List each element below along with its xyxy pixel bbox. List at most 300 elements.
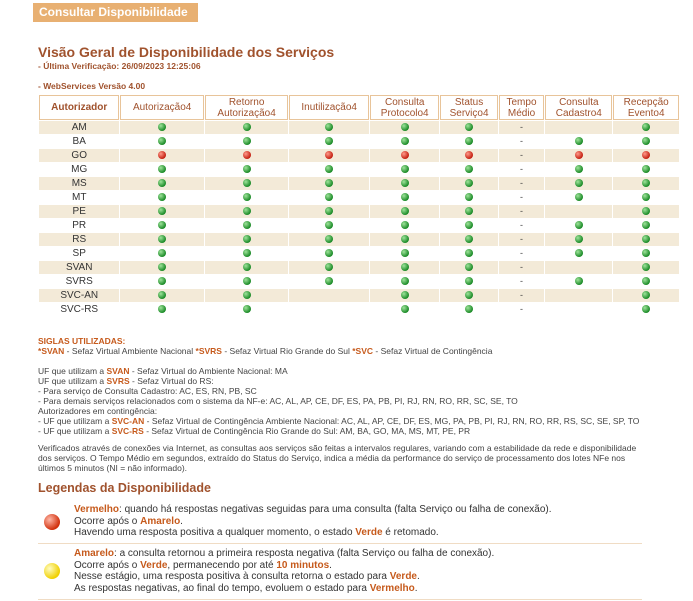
yellow-status-icon [44,563,60,579]
overview-title: Visão Geral de Disponibilidade dos Serviços [38,44,335,60]
column-header [205,95,288,120]
green-status-icon [325,207,333,215]
status-cell [205,177,288,190]
column-header [289,95,369,120]
green-status-icon [575,221,583,229]
status-cell [613,205,679,218]
status-cell [289,233,369,246]
status-cell [613,275,679,288]
authorizer-cell: PE [39,205,119,218]
legend-title: Legendas da Disponibilidade [38,481,211,495]
green-status-icon [642,137,650,145]
sigla-svan-desc: - Sefaz Virtual Ambiente Nacional [64,346,196,356]
green-status-icon [642,277,650,285]
status-cell [120,233,203,246]
status-cell [440,233,497,246]
note-line-2: dos serviços. O Tempo Médio em segundos, extraído do Status do Serviço, indica a média da performance do serviço de processamento dos lotes NFe nos [38,453,626,463]
status-cell [545,163,612,176]
avg-time-value: - [520,192,524,202]
status-cell [440,121,497,134]
green-status-icon [158,291,166,299]
green-status-icon [642,249,650,257]
avg-time-value: - [520,150,524,160]
sigla-svrs: SVRS [198,346,222,356]
status-cell [499,163,545,176]
page-header [33,3,198,22]
green-status-icon [401,165,409,173]
authorizer-cell: SVC-AN [39,289,119,302]
availability-table [38,94,680,317]
status-cell [289,275,369,288]
green-status-icon [642,221,650,229]
green-status-icon [465,193,473,201]
status-cell [613,219,679,232]
green-status-icon [158,263,166,271]
status-cell [499,121,545,134]
green-status-icon [158,221,166,229]
green-status-icon [642,193,650,201]
status-cell [289,219,369,232]
column-header-text: Autorização4 [217,107,276,119]
status-cell [440,275,497,288]
status-cell [613,261,679,274]
status-cell [370,191,439,204]
green-status-icon [465,263,473,271]
status-cell [545,149,612,162]
green-status-icon [465,235,473,243]
status-cell [120,121,203,134]
column-header-text: Cadastro4 [555,107,602,119]
green-status-icon [243,291,251,299]
green-status-icon [642,179,650,187]
status-cell [370,275,439,288]
green-status-icon [465,249,473,257]
green-status-icon [243,123,251,131]
status-cell [613,121,679,134]
green-status-icon [158,123,166,131]
status-cell [499,219,545,232]
column-header-text: Status [454,96,484,108]
status-cell [545,205,612,218]
green-status-icon [158,207,166,215]
red-status-icon [325,151,333,159]
table-row [39,289,679,302]
status-cell [289,303,369,316]
status-cell [289,205,369,218]
legend-yellow-text: Amarelo: a consulta retornou a primeira resposta negativa (falta Serviço ou falha de conexão). Ocorre após o Verde, permanecendo por até 10 minutos. Nesse estágio, uma resposta positiva à consulta retorna o estado para Verde. As respostas negativas, ao final do tempo, evoluem o estado para Vermelho. [74,548,495,594]
green-status-icon [158,305,166,313]
status-cell [205,289,288,302]
note-line-3: últimos 5 minutos (NI = não informado). [38,463,188,473]
status-cell [120,275,203,288]
status-cell [205,303,288,316]
note-line-1: Verificados através de conexões via Internet, as consultas aos serviços são feitas a intervalos regulares, variando com a estabilidade da rede e disponibilidade [38,443,637,453]
avg-time-value: - [520,234,524,244]
green-status-icon [158,249,166,257]
avg-time-value: - [520,304,524,314]
info-line-5: Autorizadores em contingência: [38,406,158,416]
green-status-icon [401,249,409,257]
uf-info-section [38,366,639,436]
status-cell [545,261,612,274]
column-header-text: Autorizador [51,102,108,113]
avg-time-value: - [520,262,524,272]
column-header [440,95,497,120]
status-cell [205,205,288,218]
green-status-icon [642,123,650,131]
green-status-icon [401,137,409,145]
status-cell [499,205,545,218]
status-cell [613,247,679,260]
avg-time-value: - [520,290,524,300]
green-status-icon [401,207,409,215]
green-status-icon [158,193,166,201]
green-status-icon [401,235,409,243]
table-row [39,233,679,246]
green-status-icon [325,263,333,271]
green-status-icon [401,179,409,187]
green-status-icon [401,277,409,285]
status-cell [370,261,439,274]
authorizer-cell: MS [39,177,119,190]
status-cell [440,149,497,162]
status-cell [120,303,203,316]
status-cell [440,163,497,176]
status-cell [120,219,203,232]
status-cell [120,135,203,148]
green-status-icon [465,137,473,145]
table-row [39,303,679,316]
green-status-icon [158,277,166,285]
status-cell [613,163,679,176]
green-status-icon [465,179,473,187]
authorizer-cell: MT [39,191,119,204]
status-cell [370,205,439,218]
authorizer-cell: AM [39,121,119,134]
red-status-icon [44,514,60,530]
column-header-text: Retorno [228,96,265,108]
red-status-icon [158,151,166,159]
green-status-icon [325,277,333,285]
status-cell [120,247,203,260]
status-cell [499,135,545,148]
green-status-icon [243,179,251,187]
green-status-icon [325,179,333,187]
authorizer-cell: BA [39,135,119,148]
status-cell [545,219,612,232]
avg-time-value: - [520,206,524,216]
status-cell [440,247,497,260]
red-status-icon [642,151,650,159]
table-row [39,149,679,162]
legend-red [38,501,642,544]
status-cell [120,289,203,302]
status-cell [370,177,439,190]
status-cell [440,205,497,218]
status-cell [545,191,612,204]
status-cell [613,289,679,302]
status-cell [370,219,439,232]
status-cell [499,289,545,302]
column-header [613,95,679,120]
info-line-3: - Para serviço de Consulta Cadastro: AC, ES, RN, PB, SC [38,386,257,396]
green-status-icon [243,249,251,257]
green-status-icon [158,235,166,243]
green-status-icon [575,179,583,187]
green-status-icon [243,221,251,229]
table-row [39,135,679,148]
status-cell [205,247,288,260]
status-cell [440,177,497,190]
status-cell [205,233,288,246]
column-header [120,95,203,120]
avg-time-value: - [520,276,524,286]
status-cell [205,135,288,148]
status-cell [440,219,497,232]
green-status-icon [401,221,409,229]
status-cell [370,247,439,260]
status-cell [440,303,497,316]
info-line-6: - UF que utilizam a SVC-AN - Sefaz Virtual de Contingência Ambiente Nacional: AC, AL, AP, CE, DF, ES, MG, PA, PB, PI, RJ, RN, RO, RR, RS, SC, SE, SP, TO [38,416,640,426]
green-status-icon [325,221,333,229]
green-status-icon [158,179,166,187]
info-line-2: UF que utilizam a SVRS - Sefaz Virtual do RS: [38,376,214,386]
column-header [39,95,119,120]
green-status-icon [465,165,473,173]
green-status-icon [465,305,473,313]
status-cell [370,121,439,134]
column-header-text: Recepção [623,96,669,108]
siglas-heading: SIGLAS UTILIZADAS: [38,336,126,346]
verification-note [38,443,636,473]
authorizer-cell: SVRS [39,275,119,288]
green-status-icon [243,207,251,215]
green-status-icon [642,165,650,173]
status-cell [120,205,203,218]
status-cell [545,135,612,148]
avg-time-value: - [520,122,524,132]
green-status-icon [401,123,409,131]
table-body [39,121,679,316]
webservices-version: - WebServices Versão 4.00 [38,81,146,91]
status-cell [205,149,288,162]
green-status-icon [465,123,473,131]
column-header-text: Serviço4 [449,107,489,119]
green-status-icon [243,263,251,271]
status-cell [613,149,679,162]
green-status-icon [575,277,583,285]
green-status-icon [642,305,650,313]
siglas-line: *SVAN - Sefaz Virtual Ambiente Nacional *SVRS - Sefaz Virtual Rio Grande do Sul *SVC - Sefaz Virtual de Contingência [38,346,493,356]
green-status-icon [243,235,251,243]
green-status-icon [158,137,166,145]
status-cell [370,289,439,302]
status-cell [120,191,203,204]
status-cell [205,261,288,274]
column-header-text: Evento4 [627,107,665,119]
status-cell [370,135,439,148]
avg-time-value: - [520,164,524,174]
authorizer-cell: SVC-RS [39,303,119,316]
red-status-icon [465,151,473,159]
red-status-icon [401,151,409,159]
column-header-text: Tempo [506,96,537,108]
green-status-icon [325,193,333,201]
green-status-icon [575,165,583,173]
column-header-text: Protocolo4 [380,107,429,119]
status-cell [120,261,203,274]
status-cell [613,135,679,148]
status-cell [289,191,369,204]
legend-yellow [38,545,642,600]
avg-time-value: - [520,136,524,146]
green-status-icon [465,291,473,299]
status-cell [120,177,203,190]
column-header-text: Consulta [384,96,425,108]
legend-red-text: Vermelho: quando há respostas negativas seguidas para uma consulta (falta Serviço ou falha de conexão). Ocorre após o Amarelo. Havendo uma resposta positiva a qualquer momento, o estado Verde é retomado. [74,504,552,538]
status-cell [499,275,545,288]
status-cell [289,261,369,274]
authorizer-cell: PR [39,219,119,232]
avg-time-value: - [520,220,524,230]
table-row [39,205,679,218]
status-cell [205,163,288,176]
status-cell [440,191,497,204]
green-status-icon [575,137,583,145]
column-header [499,95,545,120]
status-cell [499,261,545,274]
last-check: - Última Verificação: 26/09/2023 12:25:06 [38,61,201,71]
status-cell [499,247,545,260]
status-cell [205,219,288,232]
red-status-icon [575,151,583,159]
green-status-icon [325,137,333,145]
info-line-4: - Para demais serviços relacionados com o sistema da NF-e: AC, AL, AP, CE, DF, ES, PA, PB, PI, RJ, RN, RO, RR, SC, SE, TO [38,396,518,406]
page-header-title: Consultar Disponibilidade [39,5,188,19]
green-status-icon [325,235,333,243]
status-cell [499,303,545,316]
column-header [370,95,439,120]
table-row [39,191,679,204]
status-cell [120,149,203,162]
green-status-icon [575,193,583,201]
green-status-icon [401,263,409,271]
green-status-icon [575,249,583,257]
status-cell [440,261,497,274]
status-cell [289,289,369,302]
status-cell [545,289,612,302]
table-row [39,121,679,134]
status-cell [613,303,679,316]
green-status-icon [465,277,473,285]
status-cell [289,135,369,148]
authorizer-cell: SP [39,247,119,260]
status-cell [289,163,369,176]
table-row [39,219,679,232]
status-cell [370,233,439,246]
green-status-icon [465,221,473,229]
status-cell [205,275,288,288]
status-cell [545,177,612,190]
status-cell [289,177,369,190]
authorizer-cell: GO [39,149,119,162]
sigla-svc: SVC [355,346,374,356]
table-row [39,247,679,260]
green-status-icon [401,193,409,201]
status-cell [289,121,369,134]
status-cell [613,233,679,246]
status-cell [499,149,545,162]
status-cell [545,121,612,134]
authorizer-cell: RS [39,233,119,246]
info-line-7: - UF que utilizam a SVC-RS - Sefaz Virtual de Contingência Rio Grande do Sul: AM, BA, GO, MA, MS, MT, PE, PR [38,426,471,436]
green-status-icon [401,305,409,313]
table-row [39,163,679,176]
status-cell [440,135,497,148]
green-status-icon [243,193,251,201]
status-cell [205,121,288,134]
green-status-icon [465,207,473,215]
green-status-icon [243,277,251,285]
green-status-icon [325,165,333,173]
status-cell [370,303,439,316]
authorizer-cell: SVAN [39,261,119,274]
siglas-section [38,336,492,356]
status-cell [499,177,545,190]
status-cell [120,163,203,176]
status-cell [545,275,612,288]
status-cell [289,149,369,162]
column-header [545,95,612,120]
column-header-text: Médio [507,107,536,119]
sigla-svrs-desc: - Sefaz Virtual Rio Grande do Sul [221,346,353,356]
sigla-svc-desc: - Sefaz Virtual de Contingência [373,346,493,356]
green-status-icon [642,235,650,243]
column-header-text: Autorização4 [132,102,192,113]
green-status-icon [325,123,333,131]
status-cell [370,149,439,162]
green-status-icon [401,291,409,299]
status-cell [205,191,288,204]
status-cell [545,233,612,246]
status-cell [499,191,545,204]
avg-time-value: - [520,248,524,258]
avg-time-value: - [520,178,524,188]
green-status-icon [325,249,333,257]
status-cell [440,289,497,302]
authorizer-cell: MG [39,163,119,176]
green-status-icon [575,235,583,243]
column-header-text: Inutilização4 [301,102,357,113]
info-line-1: UF que utilizam a SVAN - Sefaz Virtual do Ambiente Nacional: MA [38,366,288,376]
table-row [39,275,679,288]
status-cell [289,247,369,260]
status-cell [545,303,612,316]
green-status-icon [642,207,650,215]
status-cell [370,163,439,176]
green-status-icon [243,165,251,173]
red-status-icon [243,151,251,159]
table-row [39,177,679,190]
status-cell [545,247,612,260]
status-cell [613,177,679,190]
green-status-icon [158,165,166,173]
column-header-text: Consulta [559,96,599,108]
table-row [39,261,679,274]
green-status-icon [243,305,251,313]
green-status-icon [642,263,650,271]
sigla-svan: SVAN [41,346,65,356]
